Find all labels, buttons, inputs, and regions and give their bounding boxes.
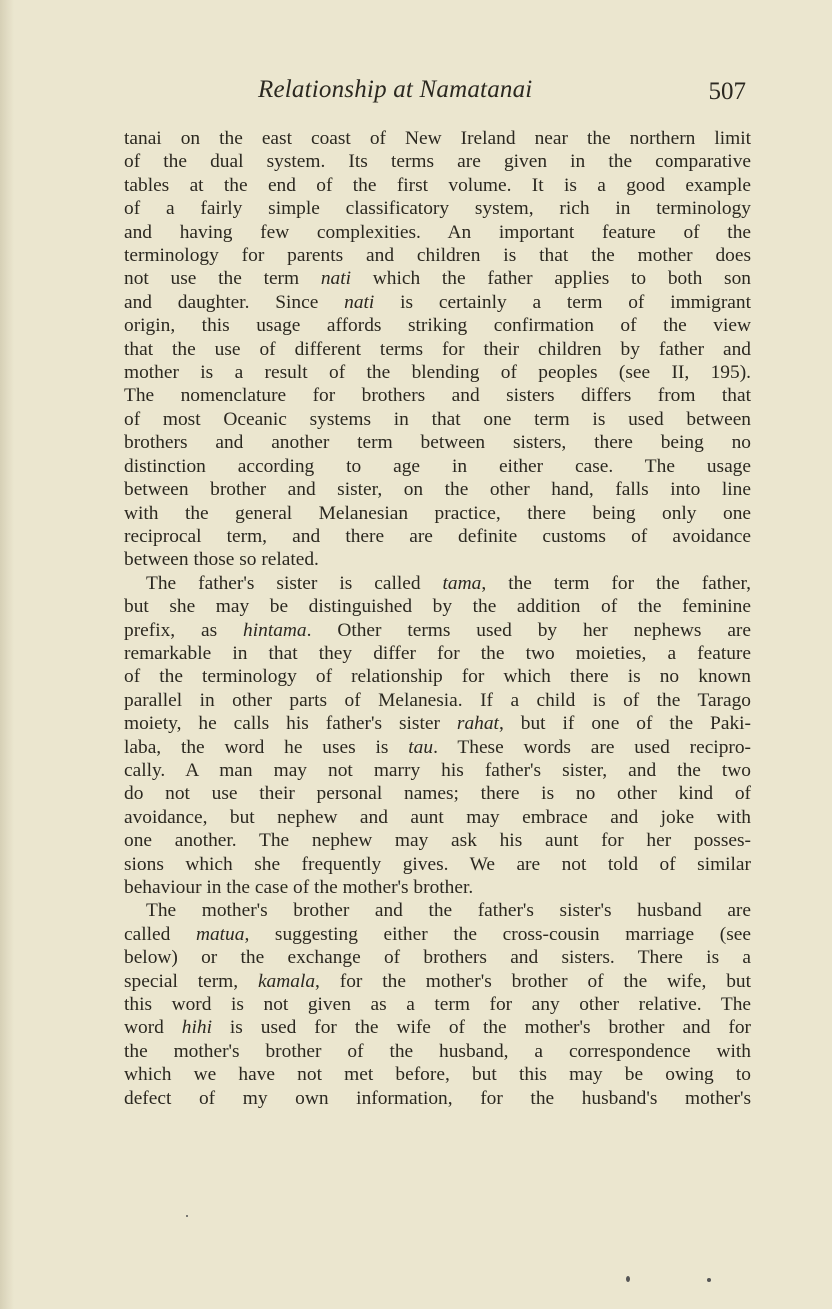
text-line: which we have not met before, but this may be owing to [124, 1064, 751, 1086]
native-term: rahat [456, 713, 499, 735]
text-line: below) or the exchange of brothers and sisters. There is a [124, 947, 751, 969]
scan-speck [186, 1215, 188, 1217]
running-title: Relationship at Namatanai [258, 76, 533, 103]
text-line: of the dual system. Its terms are given in the comparative [124, 151, 751, 173]
native-term: kamala [257, 970, 316, 992]
text-line: parallel in other parts of Melanesia. If a child is of the Tarago [124, 689, 751, 711]
text-line: moiety, he calls his father's sister rahat, but if one of the Paki- [124, 713, 751, 735]
text-line: of the terminology of relationship for which there is no known [124, 666, 751, 688]
text-line: between brother and sister, on the other hand, falls into line [124, 479, 751, 501]
text-line: cally. A man may not marry his father's sister, and the two [124, 759, 751, 781]
text-line: special term, kamala, for the mother's brother of the wife, but [124, 970, 751, 992]
text-line: and daughter. Since nati is certainly a term of immigrant [124, 291, 751, 313]
text-line: The nomenclature for brothers and sisters differs from that [124, 385, 751, 407]
text-line: of most Oceanic systems in that one term is used between [124, 408, 751, 430]
text-line: sions which she frequently gives. We are not told of similar [124, 853, 751, 875]
text-line: behaviour in the case of the mother's brother. [124, 877, 474, 898]
scan-speck [707, 1278, 711, 1282]
text-line: The mother's brother and the father's sister's husband are [146, 900, 751, 922]
native-term: nati [320, 268, 352, 290]
text-line: called matua, suggesting either the cross-cousin marriage (see [124, 923, 752, 945]
text-line: avoidance, but nephew and aunt may embrace and joke with [124, 806, 751, 828]
text-line: this word is not given as a term for any other relative. The [124, 994, 751, 1016]
text-line: do not use their personal names; there is no other kind of [124, 783, 751, 805]
text-line: of a fairly simple classificatory system, rich in terminology [124, 198, 751, 220]
text-line: remarkable in that they differ for the two moieties, a feature [124, 642, 751, 664]
page-edge-shadow [0, 0, 14, 1309]
text-line: terminology for parents and children is that the mother does [124, 245, 751, 267]
native-term: tama [442, 572, 482, 594]
text-line: word hihi is used for the wife of the mother's brother and for [124, 1017, 751, 1039]
page-number: 507 [708, 78, 746, 105]
text-line: laba, the word he uses is tau. These words are used recipro- [124, 736, 751, 758]
text-line: distinction according to age in either case. The usage [124, 455, 751, 477]
native-term: tau [408, 736, 434, 758]
scan-speck [626, 1276, 630, 1282]
text-line: prefix, as hintama. Other terms used by her nephews are [124, 619, 751, 641]
paragraph-3 [124, 899, 751, 1110]
text-line: reciprocal term, and there are definite customs of avoidance [124, 525, 751, 547]
text-line: tables at the end of the first volume. It is a good example [124, 174, 751, 196]
text-line: that the use of different terms for their children by father and [124, 338, 751, 360]
native-term: hintama [243, 619, 307, 641]
text-line: but she may be distinguished by the addition of the feminine [124, 596, 751, 618]
native-term: hihi [181, 1017, 212, 1039]
body-text [124, 127, 751, 1110]
text-line: brothers and another term between sisters, there being no [124, 432, 751, 454]
paragraph-1 [124, 127, 751, 572]
text-line: tanai on the east coast of New Ireland near the northern limit [124, 128, 751, 149]
text-line: between those so related. [124, 549, 319, 571]
text-line: one another. The nephew may ask his aunt for her posses- [124, 830, 751, 852]
text-line: origin, this usage affords striking confirmation of the view [124, 315, 751, 337]
page-header [124, 76, 746, 112]
text-line: not use the term nati which the father applies to both son [124, 268, 751, 290]
text-line: the mother's brother of the husband, a correspondence with [124, 1040, 751, 1062]
text-line: The father's sister is called tama, the term for the father, [146, 572, 751, 594]
native-term: nati [344, 291, 375, 313]
native-term: matua [195, 923, 245, 945]
text-line: and having few complexities. An important feature of the [124, 221, 751, 243]
text-line: mother is a result of the blending of peoples (see II, 195). [124, 362, 751, 384]
text-line: with the general Melanesian practice, there being only one [124, 502, 751, 524]
paragraph-2 [124, 572, 751, 900]
text-line: defect of my own information, for the husband's mother's [124, 1087, 751, 1109]
